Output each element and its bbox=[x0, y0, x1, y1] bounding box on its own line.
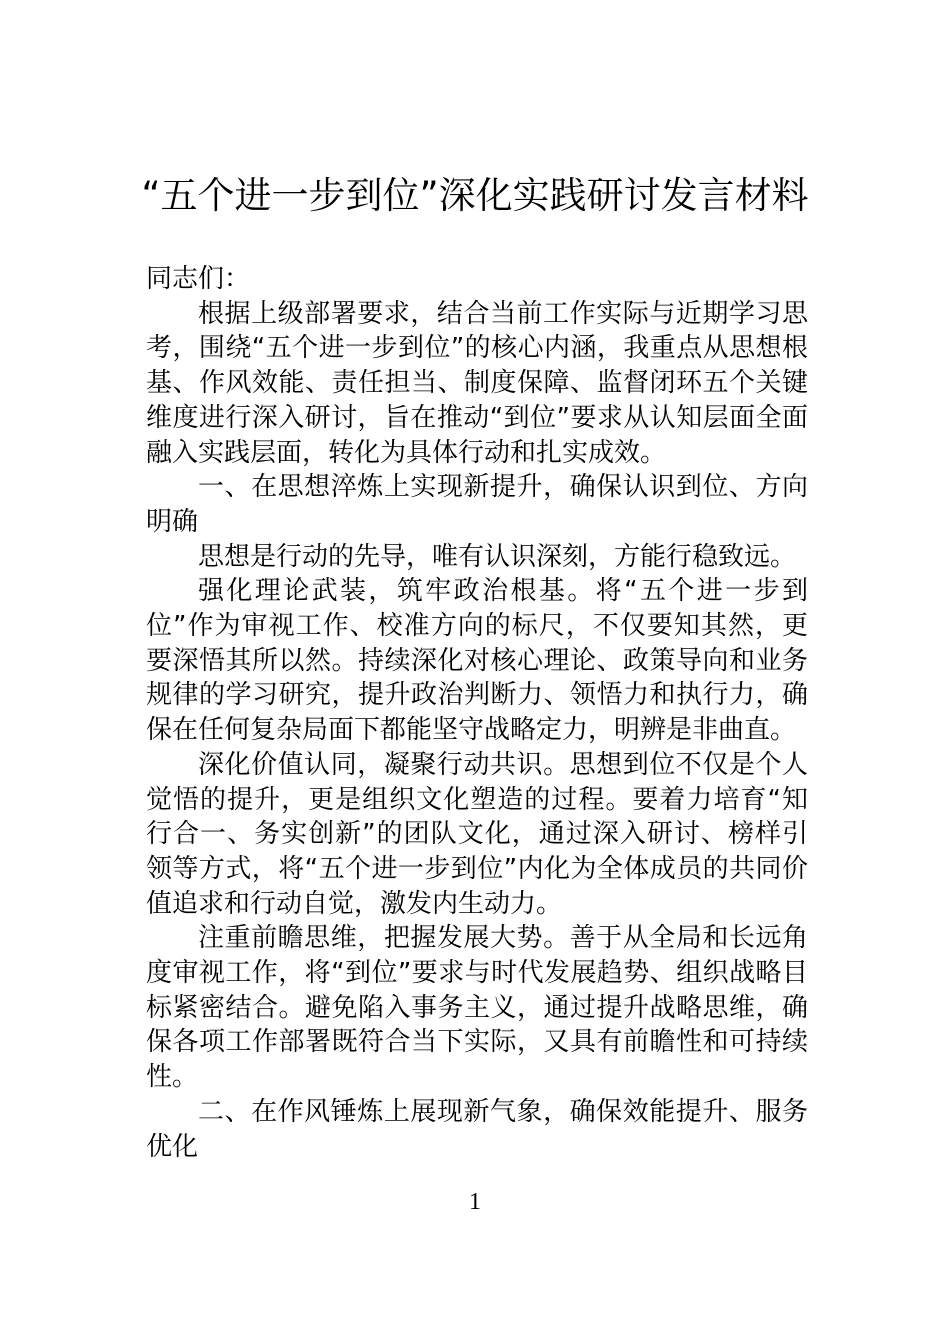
paragraph-foresight: 注重前瞻思维，把握发展大势。善于从全局和长远角度审视工作，将“到位”要求与时代发展趋势、组织战略目标紧密结合。避免陷入事务主义，通过提升战略思维，确保各项工作部署既符合当下实际，又具有前瞻性和可持续性。 bbox=[146, 923, 808, 1093]
document-title: “五个进一步到位”深化实践研讨发言材料 bbox=[141, 174, 809, 217]
page-number: 1 bbox=[469, 1189, 481, 1215]
intro-paragraph: 根据上级部署要求，结合当前工作实际与近期学习思考，围绕“五个进一步到位”的核心内涵，我重点从思想根基、作风效能、责任担当、制度保障、监督闭环五个关键维度进行深入研讨，旨在推动“到位”要求从认知层面全面融入实践层面，转化为具体行动和扎实成效。 bbox=[146, 298, 808, 468]
section-heading-2: 二、在作风锤炼上展现新气象，确保效能提升、服务优化 bbox=[146, 1096, 808, 1162]
paragraph-values: 深化价值认同，凝聚行动共识。思想到位不仅是个人觉悟的提升，更是组织文化塑造的过程。要着力培育“知行合一、务实创新”的团队文化，通过深入研讨、榜样引领等方式，将“五个进一步到位”内化为全体成员的共同价值追求和行动自觉，激发内生动力。 bbox=[146, 749, 808, 919]
paragraph-theory: 强化理论武装，筑牢政治根基。将“五个进一步到位”作为审视工作、校准方向的标尺，不仅要知其然，更要深悟其所以然。持续深化对核心理论、政策导向和业务规律的学习研究，提升政治判断力、领悟力和执行力，确保在任何复杂局面下都能坚守战略定力，明辨是非曲直。 bbox=[146, 576, 808, 746]
paragraph-thought-guide: 思想是行动的先导，唯有认识深刻，方能行稳致远。 bbox=[198, 541, 797, 572]
salutation: 同志们： bbox=[146, 264, 251, 294]
section-heading-1: 一、在思想淬炼上实现新提升，确保认识到位、方向明确 bbox=[146, 472, 808, 537]
document-body bbox=[146, 262, 808, 1164]
